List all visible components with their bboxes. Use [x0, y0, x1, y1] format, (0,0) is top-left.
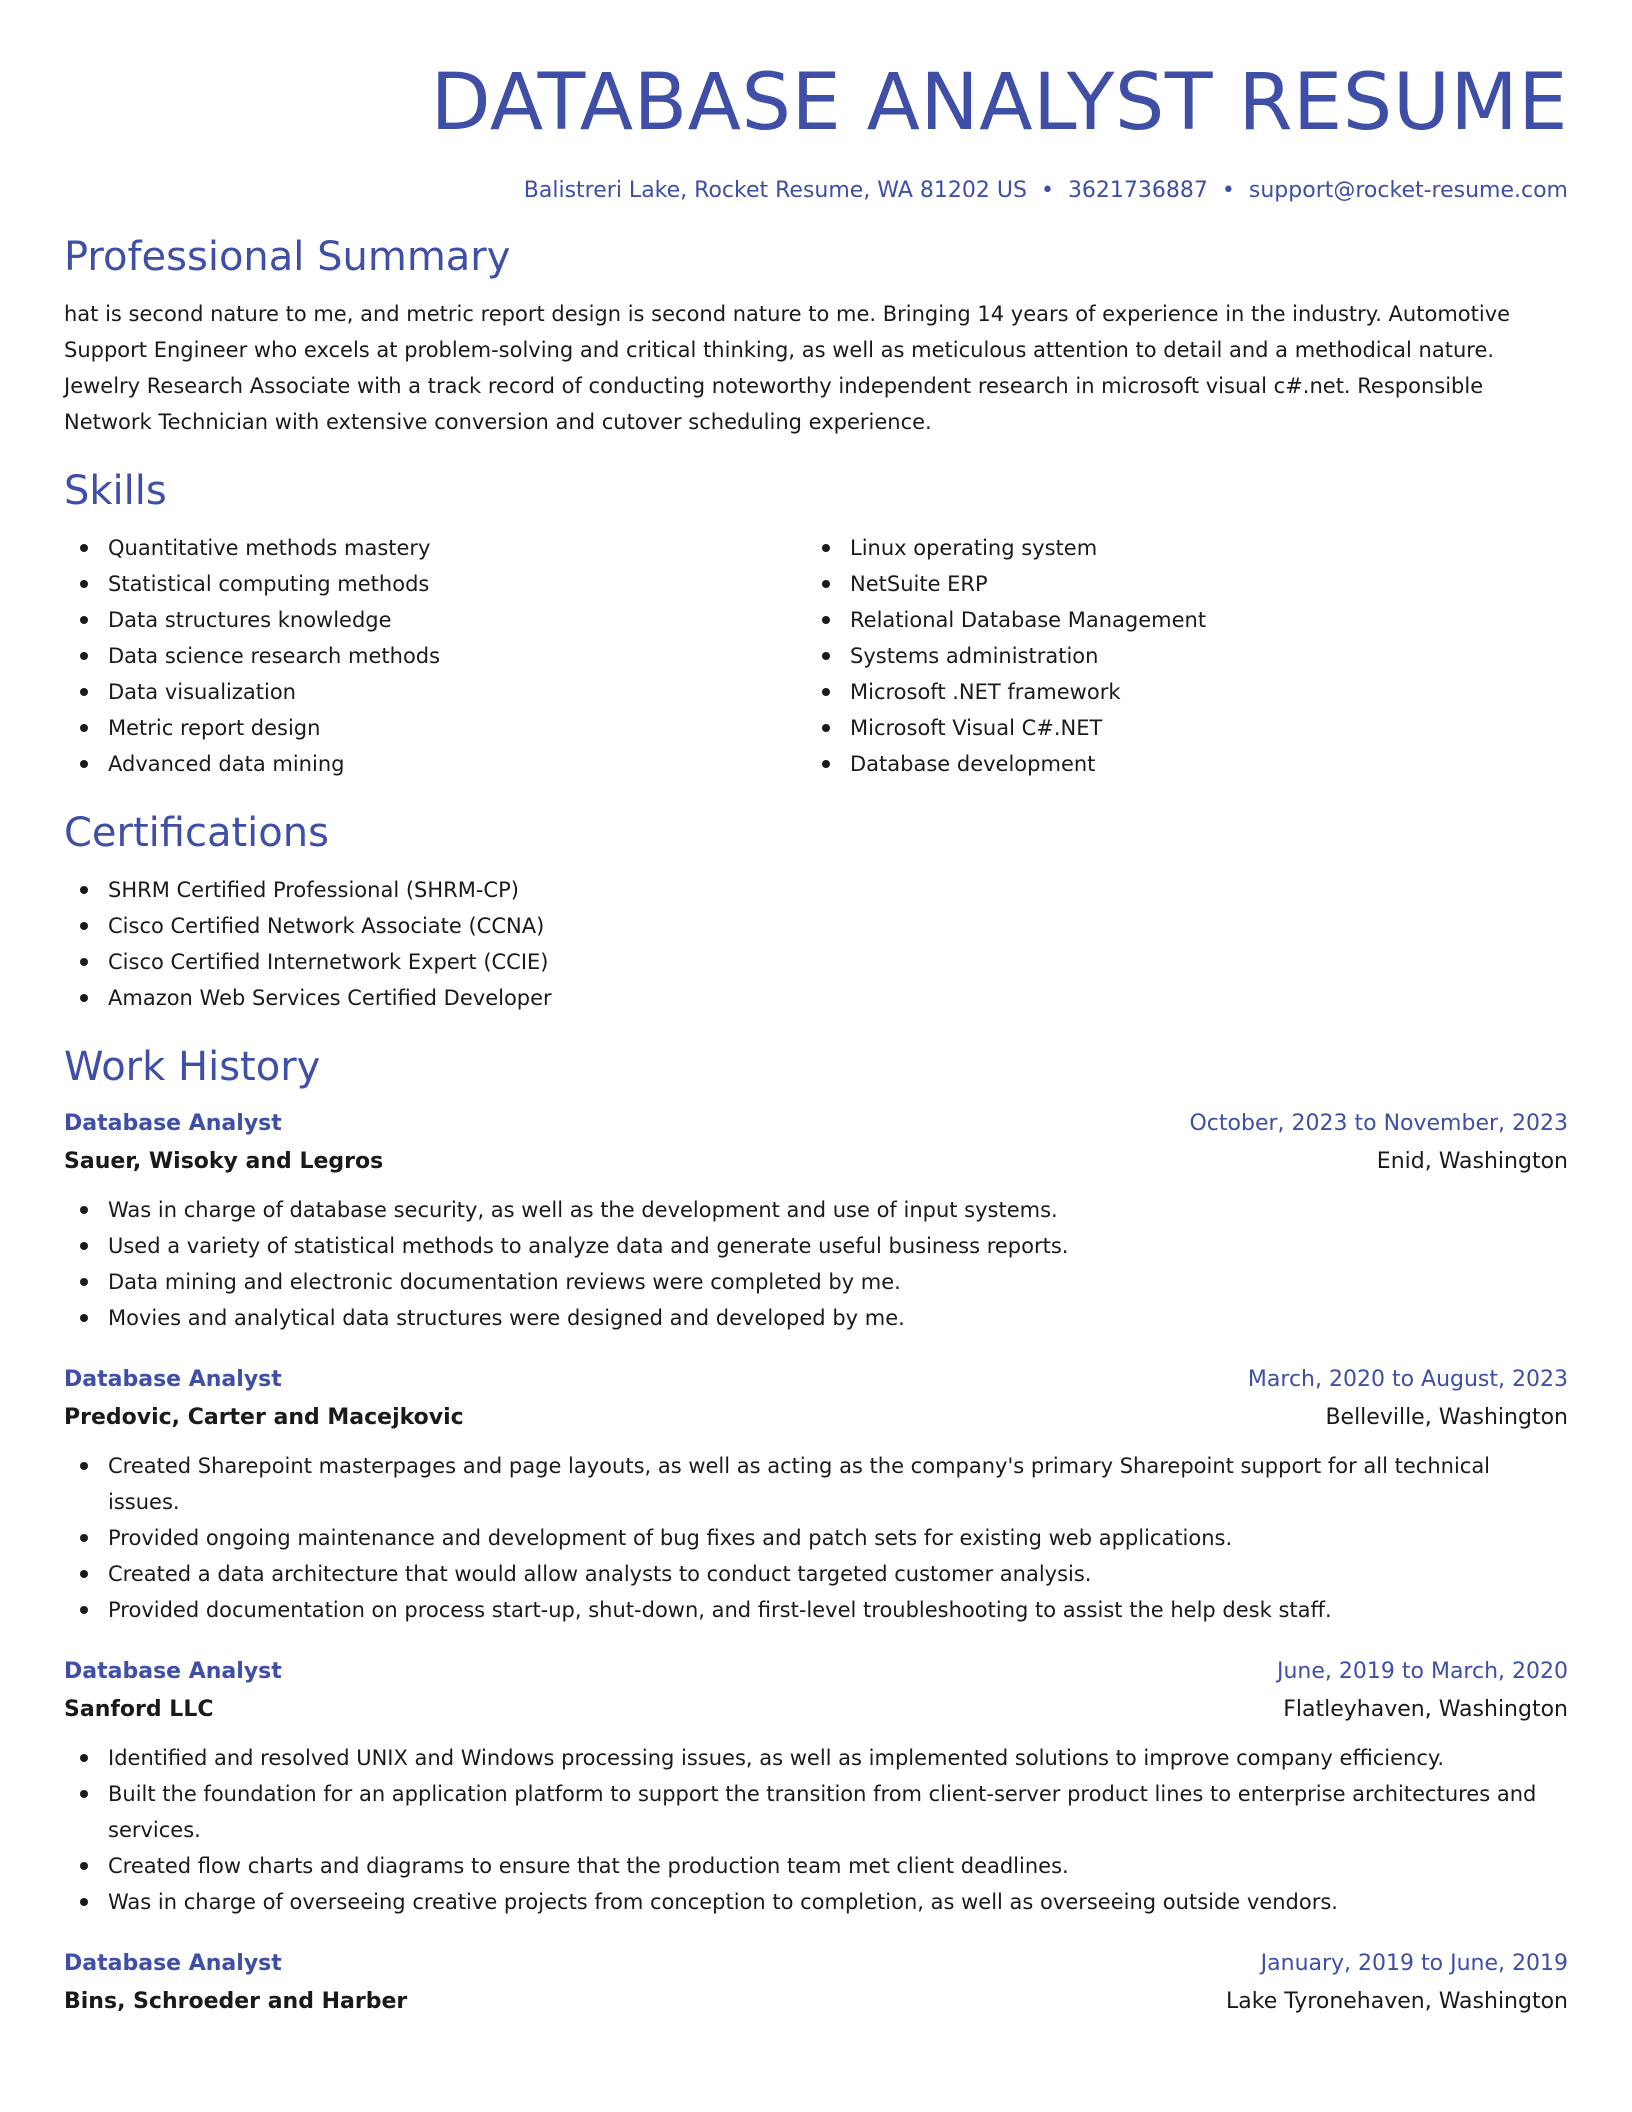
skill-item: Quantitative methods mastery: [64, 530, 806, 566]
job-subheader: [64, 1690, 1568, 1730]
contact-address: Balistreri Lake, Rocket Resume, WA 81202 US: [523, 178, 1027, 203]
certifications-list: [64, 872, 1568, 1016]
job-bullet: Created flow charts and diagrams to ensure that the production team met client deadlines.: [64, 1848, 1568, 1884]
certification-item: Cisco Certified Network Associate (CCNA): [64, 908, 1568, 944]
skill-item: Advanced data mining: [64, 746, 806, 782]
skill-item: NetSuite ERP: [806, 566, 1548, 602]
certification-item: Cisco Certified Internetwork Expert (CCIE): [64, 944, 1568, 980]
job-title: Database Analyst: [64, 1367, 282, 1392]
job-location: Enid, Washington: [1376, 1149, 1568, 1174]
job-company: Bins, Schroeder and Harber: [64, 1989, 408, 2014]
skill-item: Linux operating system: [806, 530, 1548, 566]
job-location: Lake Tyronehaven, Washington: [1226, 1989, 1568, 2014]
certification-item: SHRM Certified Professional (SHRM-CP): [64, 872, 1568, 908]
contact-line: [64, 176, 1568, 206]
job-title: Database Analyst: [64, 1951, 282, 1976]
job-header: [64, 1362, 1568, 1398]
job-bullet: Identified and resolved UNIX and Windows processing issues, as well as implemented solutions to improve company efficiency.: [64, 1740, 1568, 1776]
job-dates: March, 2020 to August, 2023: [1247, 1367, 1568, 1392]
contact-phone: 3621736887: [1067, 178, 1208, 203]
certification-item: Amazon Web Services Certified Developer: [64, 980, 1568, 1016]
skills-heading: Skills: [64, 468, 167, 514]
skills-section: [64, 466, 1568, 782]
job-dates: October, 2023 to November, 2023: [1189, 1111, 1568, 1136]
job-entry: [64, 1946, 1568, 2022]
job-entry: [64, 1362, 1568, 1628]
skill-item: Systems administration: [806, 638, 1548, 674]
skill-item: Relational Database Management: [806, 602, 1548, 638]
job-bullet: Movies and analytical data structures were designed and developed by me.: [64, 1300, 1568, 1336]
skill-item: Statistical computing methods: [64, 566, 806, 602]
job-bullet: Created Sharepoint masterpages and page layouts, as well as acting as the company's primary Sharepoint support for all technical issues.: [64, 1448, 1568, 1520]
job-location: Belleville, Washington: [1325, 1405, 1568, 1430]
resume-page: [64, 0, 1568, 2022]
job-bullet: Data mining and electronic documentation reviews were completed by me.: [64, 1264, 1568, 1300]
job-header: [64, 1946, 1568, 1982]
contact-separator: •: [1040, 178, 1054, 203]
job-entry: [64, 1106, 1568, 1336]
skills-right-list: [806, 530, 1548, 782]
job-location: Flatleyhaven, Washington: [1283, 1697, 1568, 1722]
skill-item: Data structures knowledge: [64, 602, 806, 638]
job-entry: [64, 1654, 1568, 1920]
job-bullets: [64, 1740, 1568, 1920]
job-bullet: Was in charge of database security, as well as the development and use of input systems.: [64, 1192, 1568, 1228]
job-bullet: Built the foundation for an application platform to support the transition from client-server product lines to enterprise architectures and services.: [64, 1776, 1568, 1848]
skill-item: Data science research methods: [64, 638, 806, 674]
contact-email: support@rocket-resume.com: [1248, 178, 1568, 203]
job-bullet: Was in charge of overseeing creative projects from conception to completion, as well as overseeing outside vendors.: [64, 1884, 1568, 1920]
skills-left-list: [64, 530, 806, 782]
job-subheader: [64, 1982, 1568, 2022]
resume-title: DATABASE ANALYST RESUME: [430, 58, 1568, 148]
job-bullet: Provided ongoing maintenance and development of bug fixes and patch sets for existing web applications.: [64, 1520, 1568, 1556]
work-heading: Work History: [64, 1044, 321, 1090]
job-subheader: [64, 1398, 1568, 1438]
work-section: [64, 1042, 1568, 2022]
job-title: Database Analyst: [64, 1659, 282, 1684]
job-company: Sauer, Wisoky and Legros: [64, 1149, 384, 1174]
job-bullet: Provided documentation on process start-up, shut-down, and first-level troubleshooting to assist the help desk staff.: [64, 1592, 1568, 1628]
certifications-section: [64, 808, 1568, 1016]
skill-item: Microsoft Visual C#.NET: [806, 710, 1548, 746]
skill-item: Database development: [806, 746, 1548, 782]
job-company: Sanford LLC: [64, 1697, 214, 1722]
summary-text: hat is second nature to me, and metric report design is second nature to me. Bringing 14 years of experience in the industry. Automotive Support Engineer who excels at problem-solving and critical thinking, as well as meticulous attention to detail and a methodical nature. Jewelry Research Associate with a track record of conducting noteworthy independent research in microsoft visual c#.net. Responsible Network Technician with extensive conversion and cutover scheduling experience.: [64, 302, 1511, 434]
skill-item: Microsoft .NET framework: [806, 674, 1548, 710]
certifications-heading: Certifications: [64, 810, 329, 856]
job-dates: June, 2019 to March, 2020: [1277, 1659, 1568, 1684]
job-bullet: Created a data architecture that would allow analysts to conduct targeted customer analysis.: [64, 1556, 1568, 1592]
job-header: [64, 1106, 1568, 1142]
skill-item: Metric report design: [64, 710, 806, 746]
job-company: Predovic, Carter and Macejkovic: [64, 1405, 464, 1430]
job-title: Database Analyst: [64, 1111, 282, 1136]
skill-item: Data visualization: [64, 674, 806, 710]
skills-grid: [64, 530, 1568, 782]
summary-heading: Professional Summary: [64, 234, 511, 280]
job-dates: January, 2019 to June, 2019: [1260, 1951, 1568, 1976]
job-subheader: [64, 1142, 1568, 1182]
job-header: [64, 1654, 1568, 1690]
job-bullet: Used a variety of statistical methods to analyze data and generate useful business reports.: [64, 1228, 1568, 1264]
job-bullets: [64, 1192, 1568, 1336]
contact-separator: •: [1221, 178, 1235, 203]
job-bullets: [64, 1448, 1568, 1628]
summary-section: [64, 232, 1568, 440]
